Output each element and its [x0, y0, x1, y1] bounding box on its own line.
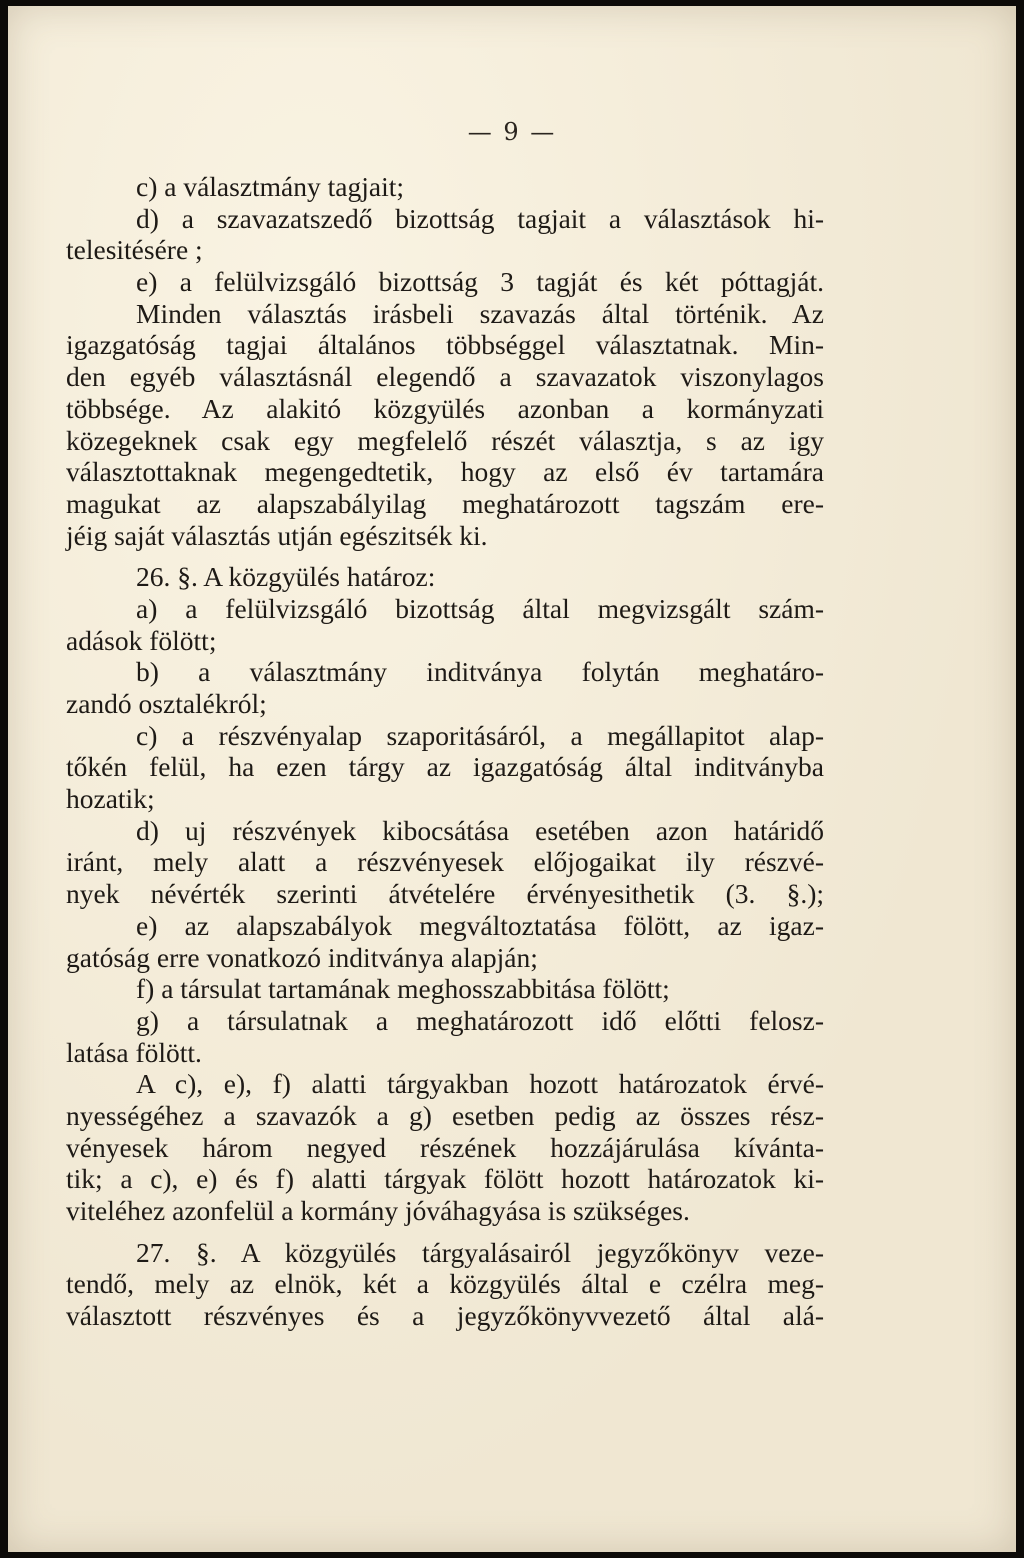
text-line: választott részvényes és a jegyzőkönyvvezető által alá- [66, 1300, 824, 1332]
text-line: d) a szavazatszedő bizottság tagjait a választások hi- [136, 202, 824, 234]
paragraph-gap [66, 1227, 824, 1237]
body-text [66, 171, 824, 1332]
text-line: c) a részvényalap szaporitásáról, a megállapitot alap- [136, 719, 824, 751]
book-page [8, 6, 1016, 1552]
text-line: vényesek három negyed részének hozzájárulása kívánta- [66, 1131, 824, 1163]
page-number: — 9 — [467, 118, 557, 146]
text-line: tőkén felül, ha ezen tárgy az igazgatóság által inditványba [66, 751, 824, 783]
text-line: c) a választmány tagjait; [136, 171, 405, 202]
text-line: közegeknek csak egy megfelelő részét választja, s az igy [66, 424, 824, 456]
text-line: jéig saját választás utján egészitsék ki. [66, 519, 488, 551]
text-line: f) a társulat tartamának meghosszabbitása fölött; [136, 973, 670, 1005]
text-line: igazgatóság tagjai általános többséggel választatnak. Min- [66, 329, 824, 361]
text-line: den egyéb választásnál elegendő a szavazatok viszonylagos [66, 361, 824, 393]
text-line: adások fölött; [66, 624, 217, 656]
text-line: 26. §. A közgyülés határoz: [136, 561, 436, 593]
text-line: d) uj részvények kibocsátása esetében azon határidő [136, 814, 824, 846]
text-line: e) az alapszabályok megváltoztatása fölött, az igaz- [136, 909, 824, 941]
text-line: latása fölött. [66, 1036, 202, 1068]
text-line: a) a felülvizsgáló bizottság által megvizsgált szám- [136, 592, 824, 624]
text-line: többsége. Az alakitó közgyülés azonban a kormányzati [66, 392, 824, 424]
text-line: zandó osztalékról; [66, 688, 267, 719]
text-line: iránt, mely alatt a részvényesek előjogaikat ily részvé- [66, 846, 824, 878]
text-line: gatóság erre vonatkozó inditványa alapján; [66, 941, 538, 973]
text-line: A c), e), f) alatti tárgyakban hozott határozatok érvé- [136, 1068, 824, 1100]
text-line: tendő, mely az elnök, két a közgyülés által e czélra meg- [66, 1268, 824, 1300]
text-line: b) a választmány inditványa folytán meghatáro- [136, 656, 824, 688]
text-line: nyességéhez a szavazók a g) esetben pedig az összes rész- [66, 1099, 824, 1131]
text-line: viteléhez azonfelül a kormány jóváhagyása is szükséges. [66, 1195, 690, 1226]
paragraph-gap [66, 551, 824, 561]
text-line: hozatik; [66, 783, 155, 815]
text-line: 27. §. A közgyülés tárgyalásairól jegyzőkönyv veze- [136, 1236, 824, 1268]
text-line: g) a társulatnak a meghatározott idő előtti felosz- [136, 1004, 824, 1036]
text-line: Minden választás irásbeli szavazás által történik. Az [136, 297, 824, 329]
text-line: választottaknak megengedtetik, hogy az első év tartamára [66, 456, 824, 488]
text-line: telesitésére ; [66, 234, 203, 266]
text-line: magukat az alapszabályilag meghatározott tagszám ere- [66, 487, 824, 519]
text-line: nyek névérték szerinti átvételére érvényesithetik (3. §.); [66, 878, 824, 910]
text-line: tik; a c), e) és f) alatti tárgyak fölött hozott határozatok ki- [66, 1163, 824, 1195]
text-line: e) a felülvizsgáló bizottság 3 tagját és két póttagját. [136, 266, 824, 298]
